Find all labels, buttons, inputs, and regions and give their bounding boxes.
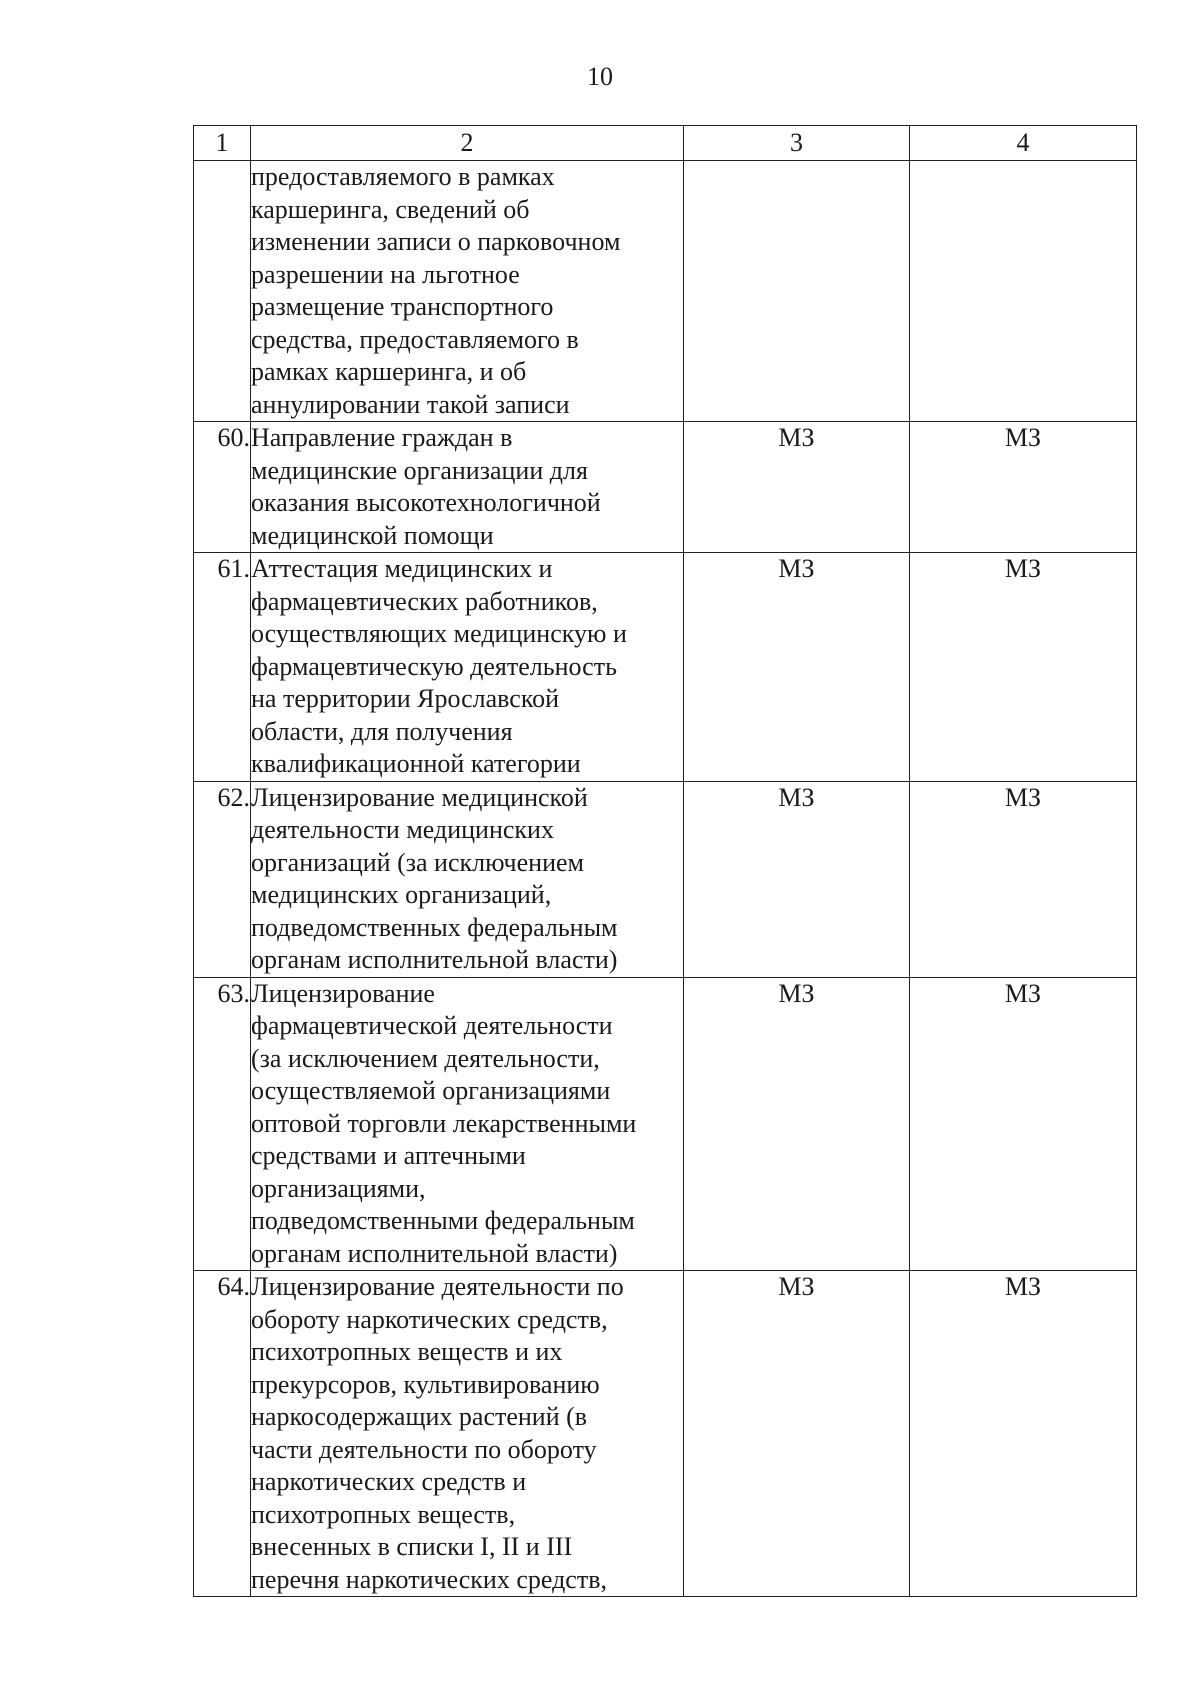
table-row (194, 977, 1137, 1271)
service-name: предоставляемого в рамках каршеринга, сведений об изменении записи о парковочном разрешении на льготное размещение транспортного средства, предоставляемого в рамках каршеринга, и об аннулировании такой записи (251, 161, 684, 422)
coordinating-body: МЗ (910, 977, 1137, 1271)
row-number: 62. (194, 781, 251, 977)
table-row (194, 781, 1137, 977)
responsible-body: МЗ (684, 781, 910, 977)
service-name: Лицензирование фармацевтической деятельности (за исключением деятельности, осуществляемой организациями оптовой торговли лекарственными средствами и аптечными организациями, подведомственными федеральным органам исполнительной власти) (251, 977, 684, 1271)
table-row (194, 161, 1137, 422)
table-row (194, 553, 1137, 782)
table-row (194, 422, 1137, 553)
column-header-1: 1 (194, 126, 251, 161)
row-number: 64. (194, 1271, 251, 1597)
row-number: 60. (194, 422, 251, 553)
column-header-3: 3 (684, 126, 910, 161)
row-number (194, 161, 251, 422)
responsible-body: МЗ (684, 1271, 910, 1597)
service-name: Аттестация медицинских и фармацевтических работников, осуществляющих медицинскую и фармацевтическую деятельность на территории Ярославской области, для получения квалификационной категории (251, 553, 684, 782)
responsible-body: МЗ (684, 553, 910, 782)
responsible-body: МЗ (684, 977, 910, 1271)
coordinating-body: МЗ (910, 781, 1137, 977)
responsible-body: МЗ (684, 422, 910, 553)
row-number: 63. (194, 977, 251, 1271)
responsible-body (684, 161, 910, 422)
coordinating-body: МЗ (910, 1271, 1137, 1597)
table-header-row (194, 126, 1137, 161)
coordinating-body (910, 161, 1137, 422)
service-name: Лицензирование деятельности по обороту наркотических средств, психотропных веществ и их прекурсоров, культивированию наркосодержащих растений (в части деятельности по обороту наркотических средств и психотропных веществ, внесенных в списки I, II и III перечня наркотических средств, (251, 1271, 684, 1597)
coordinating-body: МЗ (910, 422, 1137, 553)
column-header-2: 2 (251, 126, 684, 161)
row-number: 61. (194, 553, 251, 782)
table-row (194, 1271, 1137, 1597)
coordinating-body: МЗ (910, 553, 1137, 782)
registry-table (193, 125, 1137, 1597)
page-number: 10 (587, 62, 613, 91)
service-name: Направление граждан в медицинские организации для оказания высокотехнологичной медицинской помощи (251, 422, 684, 553)
service-name: Лицензирование медицинской деятельности медицинских организаций (за исключением медицинских организаций, подведомственных федеральным органам исполнительной власти) (251, 781, 684, 977)
column-header-4: 4 (910, 126, 1137, 161)
